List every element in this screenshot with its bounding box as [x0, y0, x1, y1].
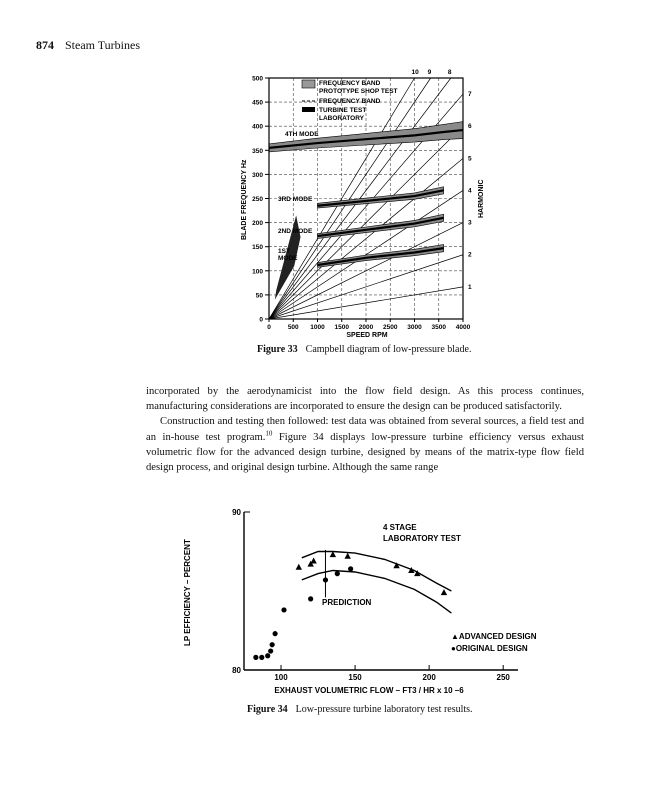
harmonic-label: 5 — [468, 155, 472, 163]
harmonic-label: 8 — [447, 69, 452, 76]
harmonic-label: 3 — [468, 219, 472, 227]
x-axis-label: EXHAUST VOLUMETRIC FLOW – FT3 / HR x 10 –6 — [274, 686, 464, 695]
legend-text: PROTOTYPE SHOP TEST — [319, 88, 398, 95]
original-design-point — [348, 566, 353, 571]
mode-label-2nd: 2ND MODE — [278, 228, 313, 235]
y-tick-label: 150 — [252, 244, 263, 252]
original-design-point — [323, 577, 328, 582]
x-tick-label: 150 — [348, 673, 362, 682]
x-tick-label: 4000 — [455, 324, 471, 331]
x-tick-label: 3000 — [407, 324, 422, 331]
harmonic-label: 2 — [468, 251, 472, 259]
original-design-point — [253, 655, 258, 660]
advanced-design-point — [344, 553, 350, 559]
figure-33-campbell-diagram — [0, 0, 647, 370]
y-tick-label: 350 — [252, 147, 263, 155]
x-tick-label: 200 — [422, 673, 436, 682]
x-tick-label: 1000 — [310, 324, 325, 331]
x-axis-label: SPEED RPM — [346, 332, 388, 339]
band-2nd-mode — [318, 214, 444, 238]
figure-33-caption — [257, 344, 471, 355]
figure-34-efficiency-chart — [0, 500, 647, 730]
x-tick-label: 500 — [287, 324, 299, 331]
original-design-point — [265, 653, 270, 658]
harmonic-label: 9 — [427, 69, 432, 76]
x-tick-label: 100 — [274, 673, 288, 682]
series-line — [318, 248, 444, 265]
harmonic-label: 4 — [468, 187, 472, 195]
y-tick-label: 50 — [255, 292, 263, 300]
caption-label: Figure 33 — [257, 344, 298, 355]
harmonic-label: 1 — [468, 283, 472, 291]
original-design-point — [259, 655, 264, 660]
original-design-point — [281, 607, 286, 612]
harmonic-label: 7 — [468, 91, 472, 99]
y-tick-label: 0 — [259, 316, 263, 324]
mode-label-1st: MODE — [278, 255, 298, 262]
advanced-design-point — [441, 589, 447, 595]
reference-number: 10 — [265, 429, 273, 438]
paragraph-part: Figure 34 displays low-pressure turbine efficiency versus exhaust volumetric flow for the advanced design turbine, designed by means of the matrix-type flow field design process, and original design turbine. Although the same range — [146, 431, 584, 474]
original-design-point — [268, 648, 273, 653]
annotations — [322, 523, 537, 653]
legend-original: ●ORIGINAL DESIGN — [451, 644, 528, 653]
legend-text: TURBINE TEST — [319, 107, 367, 114]
body-text — [146, 384, 584, 475]
series-line — [318, 218, 444, 236]
x-tick-label: 2000 — [358, 324, 374, 331]
x-tick-label: 1500 — [334, 324, 349, 331]
running-title: Steam Turbines — [65, 38, 141, 52]
harmonic-label: 6 — [468, 123, 472, 131]
caption-label: Figure 34 — [247, 704, 288, 715]
prediction-label: PREDICTION — [322, 598, 372, 607]
legend-swatch-shop-test — [302, 80, 315, 88]
y-tick-label: 90 — [232, 508, 241, 517]
y-tick-label: 200 — [252, 220, 263, 228]
y-tick-label: 300 — [252, 171, 263, 179]
page-number: 874 — [36, 38, 54, 52]
paragraph-part: Construction and testing then followed: test data was obtained from several sources, a field test and an in-house test program. — [146, 416, 584, 443]
mode-label-4th: 4TH MODE — [285, 131, 319, 138]
harmonic-axis-label: HARMONIC — [478, 179, 485, 218]
legend — [302, 80, 398, 122]
legend-advanced: ▲ADVANCED DESIGN — [451, 632, 537, 641]
x-tick-label: 0 — [267, 324, 271, 331]
y-tick-label: 100 — [252, 268, 263, 276]
legend-text: FREQUENCY BAND — [319, 80, 381, 87]
y-tick-label: 500 — [252, 75, 263, 83]
caption-text: Campbell diagram of low-pressure blade. — [305, 344, 472, 355]
mode-label-1st: 1ST — [278, 248, 290, 255]
legend-swatch-lab-test — [302, 107, 315, 112]
figure-34-caption — [247, 704, 473, 715]
curve-4-stage-laboratory-test — [302, 552, 452, 592]
harmonic-label: 10 — [411, 69, 419, 76]
original-design-point — [308, 596, 313, 601]
annotation-text: 4 STAGE — [383, 523, 417, 532]
legend-text: LABORATORY — [319, 115, 365, 122]
x-tick-label: 3500 — [431, 324, 446, 331]
y-tick-label: 80 — [232, 666, 241, 675]
y-tick-label: 400 — [252, 123, 263, 131]
paragraph — [146, 414, 584, 475]
y-tick-label: 450 — [252, 99, 263, 107]
paragraph: incorporated by the aerodynamicist into the flow field design. As this process continues, manufacturing considerations are incorporated to ensure the design can be produced satisfactorily. — [146, 386, 584, 413]
advanced-design-point — [296, 564, 302, 570]
advanced-design-point — [310, 557, 316, 563]
original-design-point — [270, 642, 275, 647]
x-tick-label: 2500 — [383, 324, 398, 331]
axes — [232, 508, 518, 682]
caption-text: Low-pressure turbine laboratory test results. — [295, 704, 473, 715]
y-tick-label: 250 — [252, 196, 263, 203]
y-axis-label: LP EFFICIENCY – PERCENT — [183, 539, 192, 646]
legend-text: FREQUENCY BAND — [319, 98, 381, 105]
x-tick-label: 250 — [496, 673, 510, 682]
original-design-point — [273, 631, 278, 636]
y-axis-label: BLADE FREQUENCY Hz — [241, 159, 248, 240]
original-design-point — [335, 571, 340, 576]
annotation-text: LABORATORY TEST — [383, 534, 461, 543]
mode-label-3rd: 3RD MODE — [278, 196, 313, 203]
